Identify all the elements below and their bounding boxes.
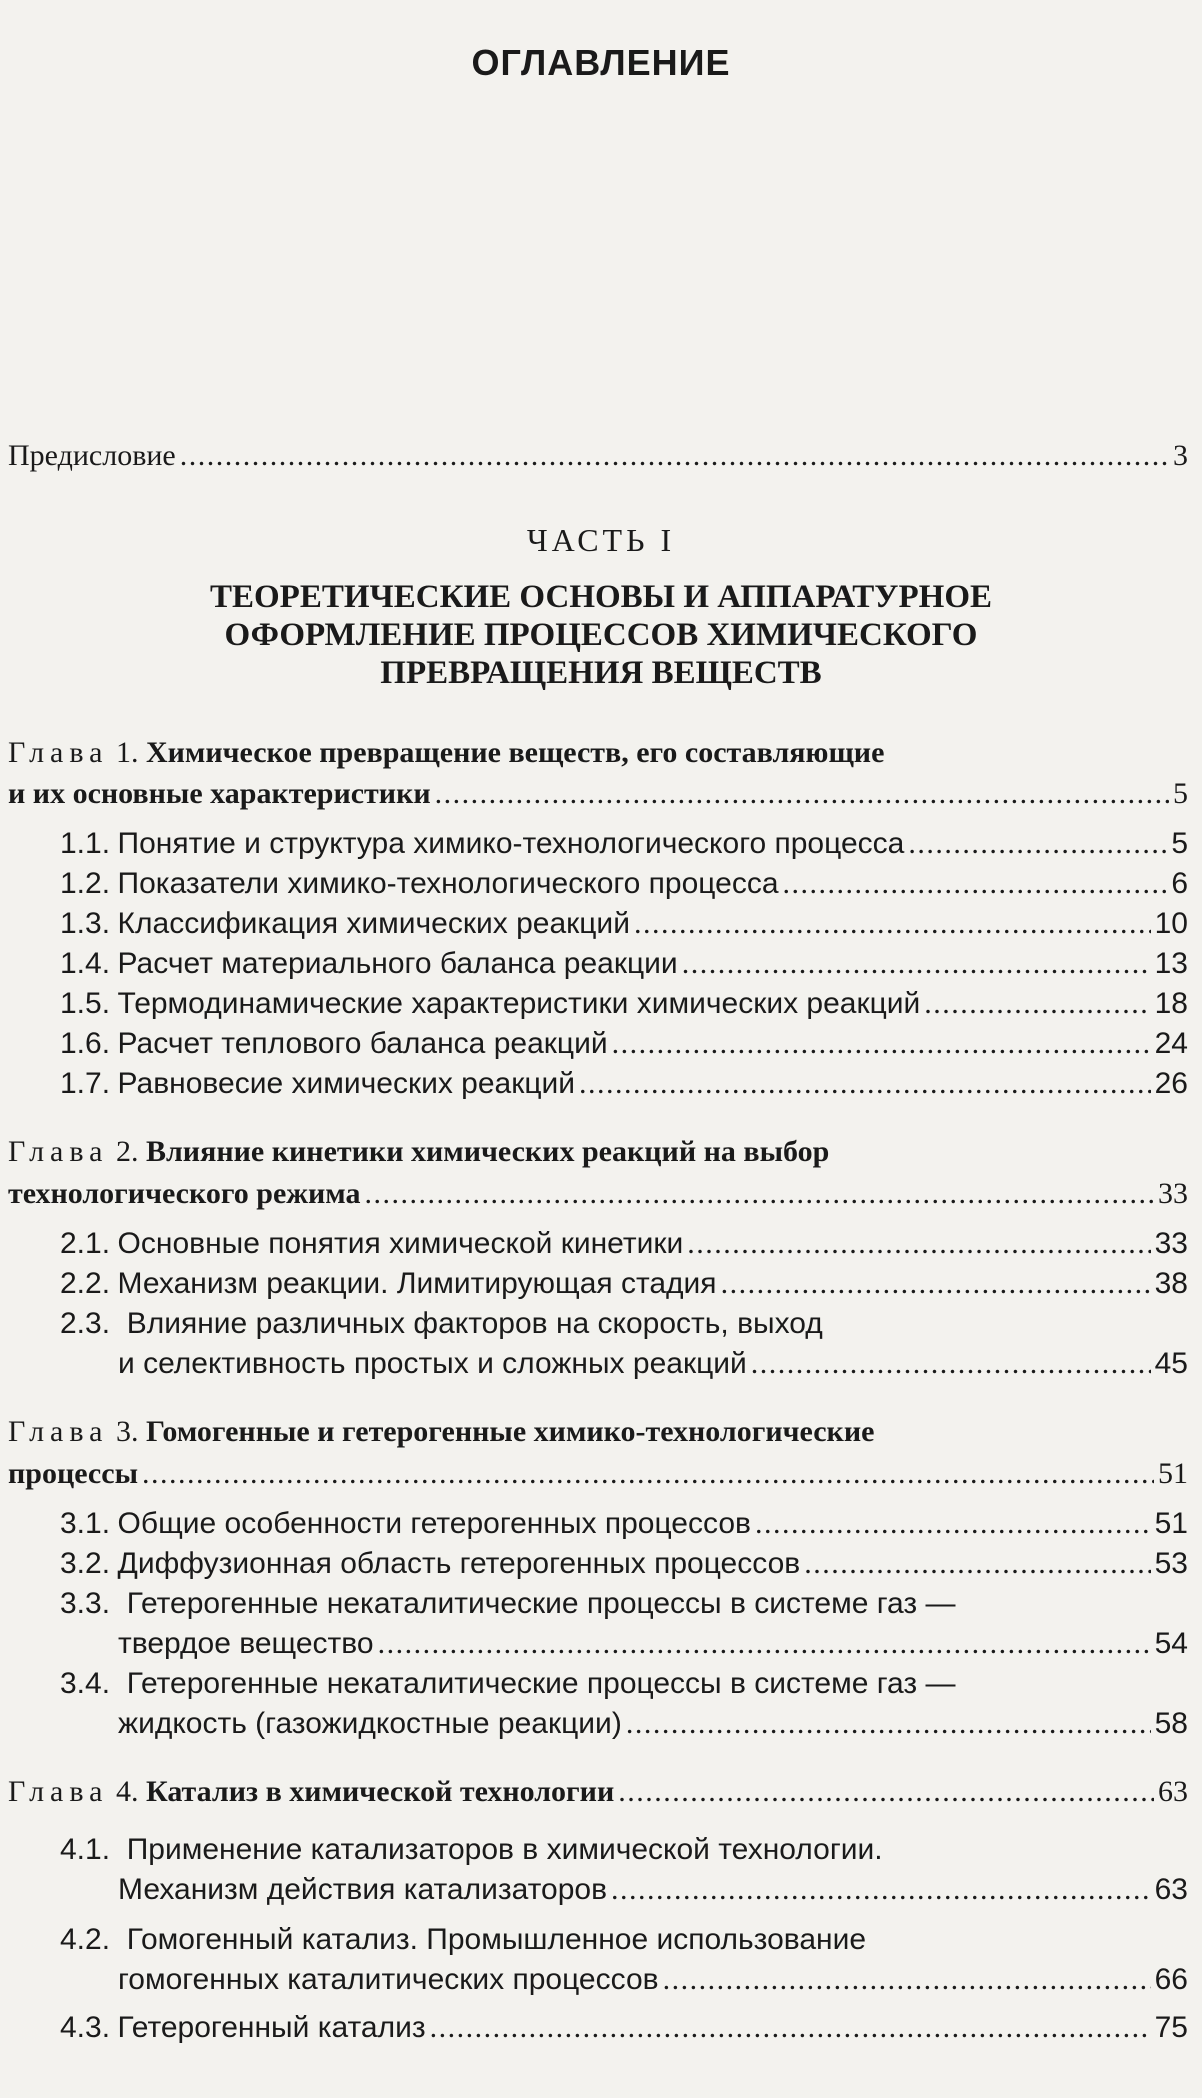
- section-3-2[interactable]: [60, 1546, 1188, 1582]
- section-1-1[interactable]: [60, 826, 1188, 862]
- dot-leader: [611, 1872, 1151, 1908]
- toc-entry-preface[interactable]: [8, 438, 1188, 474]
- dot-leader: [365, 1176, 1154, 1212]
- section-title: Диффузионная область гетерогенных процессов: [117, 1547, 801, 1580]
- entry-page: 26: [1154, 1067, 1188, 1100]
- chapter-number: 3.: [115, 1415, 139, 1448]
- dot-leader: [142, 1456, 1154, 1492]
- section-title: Гетерогенные некаталитические процессы в системе газ —: [126, 1587, 956, 1620]
- dot-leader: [755, 1506, 1151, 1542]
- entry-page: 54: [1154, 1627, 1188, 1660]
- section-number: 1.1.: [60, 827, 111, 860]
- section-1-4[interactable]: [60, 946, 1188, 982]
- section-1-2[interactable]: [60, 866, 1188, 902]
- chapter-prefix: Глава: [8, 1415, 109, 1448]
- toc-title: ОГЛАВЛЕНИЕ: [471, 42, 731, 83]
- section-3-3[interactable]: [118, 1626, 1188, 1662]
- dot-leader: [751, 1346, 1151, 1382]
- dot-leader: [721, 1266, 1151, 1302]
- dot-leader: [634, 906, 1151, 942]
- section-title-cont: Механизм действия катализаторов: [118, 1873, 608, 1906]
- chapter-number: 2.: [115, 1135, 139, 1168]
- section-3-3-heading[interactable]: [60, 1586, 955, 1622]
- section-4-2[interactable]: [118, 1962, 1188, 1998]
- entry-page: 63: [1154, 1873, 1188, 1906]
- section-title: Расчет материального баланса реакции: [117, 947, 678, 980]
- section-title: Термодинамические характеристики химических реакций: [117, 987, 921, 1020]
- section-1-6[interactable]: [60, 1026, 1188, 1062]
- section-3-4[interactable]: [118, 1706, 1188, 1742]
- chapter-title-cont: технологического режима: [8, 1177, 361, 1210]
- entry-page: 38: [1154, 1267, 1188, 1300]
- section-title: Равновесие химических реакций: [117, 1067, 576, 1100]
- dot-leader: [924, 986, 1150, 1022]
- entry-page: 5: [1173, 777, 1188, 810]
- chapter-prefix: Глава: [8, 1775, 109, 1808]
- chapter-3-heading[interactable]: [8, 1414, 874, 1450]
- part-title: [0, 578, 1202, 692]
- section-title: Механизм реакции. Лимитирующая стадия: [117, 1267, 717, 1300]
- chapter-1-heading[interactable]: [8, 735, 884, 771]
- entry-page: 6: [1171, 867, 1188, 900]
- entry-page: 18: [1154, 987, 1188, 1020]
- dot-leader: [579, 1066, 1151, 1102]
- chapter-4-entry[interactable]: [8, 1774, 1188, 1810]
- section-title: Гетерогенный катализ: [117, 2011, 426, 2044]
- entry-page: 10: [1154, 907, 1188, 940]
- section-number: 4.2.: [60, 1923, 111, 1956]
- entry-page: 33: [1154, 1227, 1188, 1260]
- chapter-title-cont: и их основные характеристики: [8, 777, 431, 810]
- dot-leader: [804, 1546, 1150, 1582]
- entry-page: 53: [1154, 1547, 1188, 1580]
- section-title-cont: и селективность простых и сложных реакций: [118, 1347, 747, 1380]
- entry-page: 58: [1154, 1707, 1188, 1740]
- dot-leader: [783, 866, 1168, 902]
- dot-leader: [612, 1026, 1151, 1062]
- section-title: Гетерогенные некаталитические процессы в системе газ —: [126, 1667, 956, 1700]
- chapter-title: Химическое превращение веществ, его составляющие: [145, 736, 885, 769]
- section-title: Классификация химических реакций: [117, 907, 630, 940]
- dot-leader: [682, 946, 1151, 982]
- chapter-number: 4.: [115, 1775, 139, 1808]
- chapter-number: 1.: [115, 736, 139, 769]
- entry-page: 63: [1158, 1775, 1188, 1808]
- section-number: 3.3.: [60, 1587, 111, 1620]
- chapter-prefix: Глава: [8, 1135, 109, 1168]
- section-title: Основные понятия химической кинетики: [117, 1227, 684, 1260]
- entry-label: Предисловие: [8, 439, 176, 472]
- entry-page: 24: [1154, 1027, 1188, 1060]
- dot-leader: [618, 1774, 1154, 1810]
- dot-leader: [908, 826, 1167, 862]
- section-title-cont: твердое вещество: [118, 1627, 374, 1660]
- section-title-cont: гомогенных каталитических процессов: [118, 1963, 659, 1996]
- section-1-7[interactable]: [60, 1066, 1188, 1102]
- section-title: Влияние различных факторов на скорость, выход: [126, 1307, 823, 1340]
- chapter-1-entry[interactable]: [8, 776, 1188, 812]
- entry-page: 66: [1154, 1963, 1188, 1996]
- dot-leader: [663, 1962, 1151, 1998]
- section-number: 1.3.: [60, 907, 111, 940]
- chapter-2-heading[interactable]: [8, 1134, 829, 1170]
- chapter-prefix: Глава: [8, 736, 109, 769]
- entry-page: 75: [1154, 2011, 1188, 2044]
- part-title-line: ПРЕВРАЩЕНИЯ ВЕЩЕСТВ: [380, 655, 822, 691]
- entry-page: 13: [1154, 947, 1188, 980]
- entry-page: 45: [1154, 1347, 1188, 1380]
- section-3-1[interactable]: [60, 1506, 1188, 1542]
- section-number: 1.4.: [60, 947, 111, 980]
- section-number: 4.1.: [60, 1833, 111, 1866]
- section-title-cont: жидкость (газожидкостные реакции): [118, 1707, 622, 1740]
- entry-page: 5: [1171, 827, 1188, 860]
- dot-leader: [430, 2010, 1151, 2046]
- chapter-3-entry[interactable]: [8, 1456, 1188, 1492]
- entry-page: 33: [1158, 1177, 1188, 1210]
- section-number: 1.6.: [60, 1027, 111, 1060]
- section-2-2[interactable]: [60, 1266, 1188, 1302]
- section-1-5[interactable]: [60, 986, 1188, 1022]
- section-4-1[interactable]: [118, 1872, 1188, 1908]
- section-title: Расчет теплового баланса реакций: [117, 1027, 608, 1060]
- section-4-1-heading[interactable]: [60, 1832, 883, 1868]
- entry-page: 51: [1154, 1507, 1188, 1540]
- section-1-3[interactable]: [60, 906, 1188, 942]
- chapter-2-entry[interactable]: [8, 1176, 1188, 1212]
- dot-leader: [180, 438, 1169, 474]
- dot-leader: [687, 1226, 1150, 1262]
- section-number: 3.4.: [60, 1667, 111, 1700]
- section-title: Применение катализаторов в химической технологии.: [126, 1833, 883, 1866]
- section-number: 2.3.: [60, 1307, 111, 1340]
- section-number: 1.5.: [60, 987, 111, 1020]
- section-number: 2.1.: [60, 1227, 111, 1260]
- section-number: 3.1.: [60, 1507, 111, 1540]
- section-number: 2.2.: [60, 1267, 111, 1300]
- section-number: 1.7.: [60, 1067, 111, 1100]
- section-2-3-heading[interactable]: [60, 1306, 823, 1342]
- section-title: Общие особенности гетерогенных процессов: [117, 1507, 751, 1540]
- dot-leader: [626, 1706, 1151, 1742]
- section-number: 1.2.: [60, 867, 111, 900]
- section-4-2-heading[interactable]: [60, 1922, 866, 1958]
- section-4-3[interactable]: [60, 2010, 1188, 2046]
- chapter-title-cont: процессы: [8, 1457, 138, 1490]
- section-2-1[interactable]: [60, 1226, 1188, 1262]
- chapter-title: Гомогенные и гетерогенные химико-технологические: [145, 1415, 875, 1448]
- chapter-title: Влияние кинетики химических реакций на выбор: [145, 1135, 830, 1168]
- dot-leader: [435, 776, 1169, 812]
- dot-leader: [378, 1626, 1151, 1662]
- section-number: 3.2.: [60, 1547, 111, 1580]
- section-number: 4.3.: [60, 2011, 111, 2044]
- part-title-line: ТЕОРЕТИЧЕСКИЕ ОСНОВЫ И АППАРАТУРНОЕ: [209, 579, 993, 615]
- section-3-4-heading[interactable]: [60, 1666, 955, 1702]
- part-title-line: ОФОРМЛЕНИЕ ПРОЦЕССОВ ХИМИЧЕСКОГО: [224, 617, 978, 653]
- section-title: Гомогенный катализ. Промышленное использование: [126, 1923, 867, 1956]
- section-2-3[interactable]: [118, 1346, 1188, 1382]
- entry-page: 51: [1158, 1457, 1188, 1490]
- part-label: ЧАСТЬ I: [526, 522, 676, 558]
- section-title: Понятие и структура химико-технологического процесса: [117, 827, 905, 860]
- section-title: Показатели химико-технологического процесса: [117, 867, 779, 900]
- chapter-title: Катализ в химической технологии: [145, 1775, 615, 1808]
- entry-page: 3: [1173, 439, 1188, 472]
